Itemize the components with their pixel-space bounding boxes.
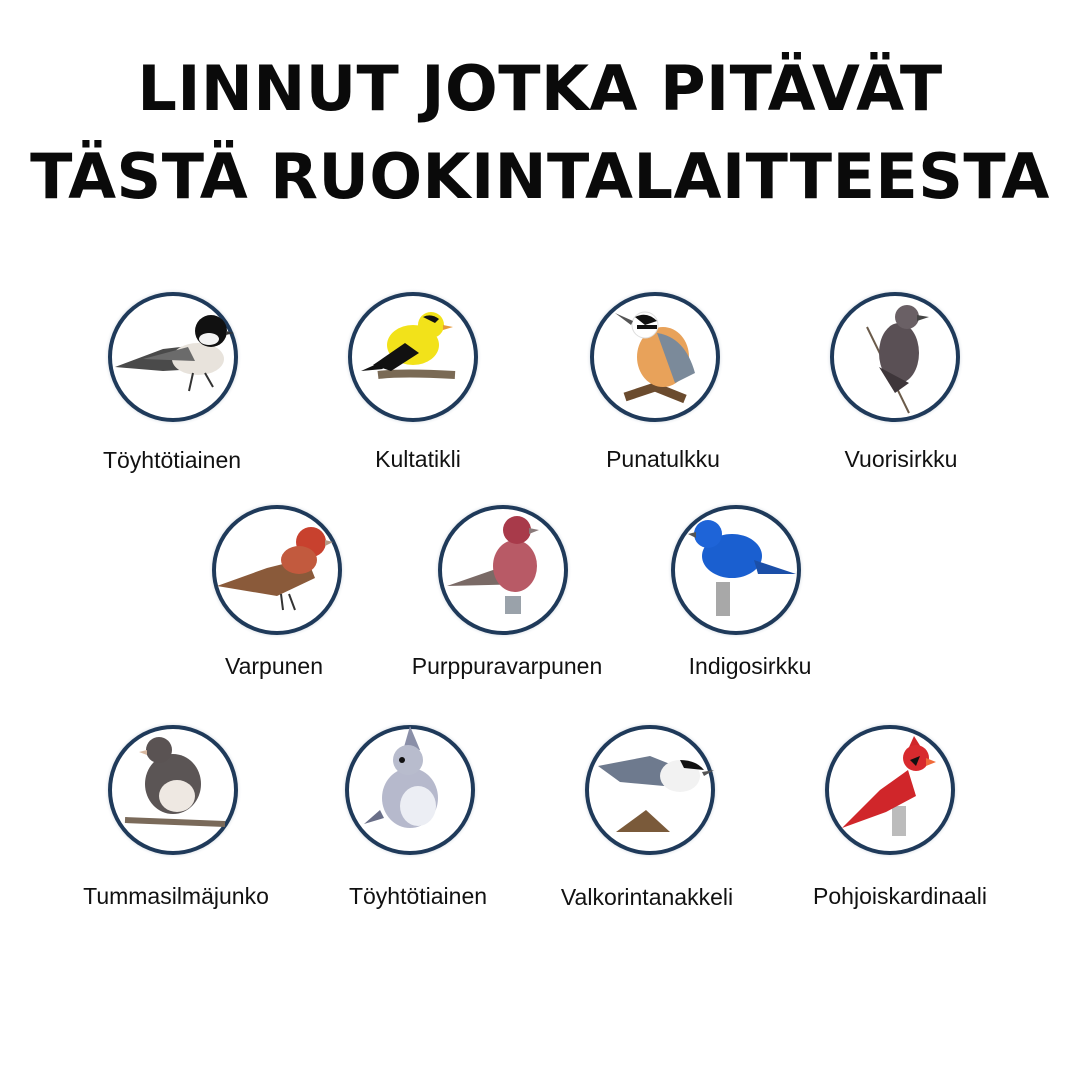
starling-icon (825, 287, 965, 427)
bird-label-1: Töyhtötiainen (102, 447, 242, 473)
bird-label-7: Indigosirkku (688, 653, 812, 679)
red-breasted-nuthatch-icon (585, 287, 725, 427)
dark-eyed-junco-icon (103, 720, 243, 860)
page-title-line-2: TÄSTÄ RUOKINTALAITTEESTA (30, 140, 1050, 213)
white-breasted-nuthatch-icon (580, 720, 720, 860)
american-goldfinch-icon (343, 287, 483, 427)
black-capped-chickadee-icon (103, 287, 243, 427)
bird-label-2: Kultatikli (375, 446, 461, 472)
bird-label-6: Purppuravarpunen (411, 653, 603, 679)
purple-finch-icon (433, 500, 573, 640)
bird-label-10: Valkorintanakkeli (560, 884, 734, 910)
bird-label-5: Varpunen (224, 653, 324, 679)
indigo-bunting-icon (666, 500, 806, 640)
bird-label-11: Pohjoiskardinaali (813, 883, 987, 909)
bird-label-8: Tummasilmäjunko (83, 883, 269, 909)
house-finch-icon (207, 500, 347, 640)
bird-label-9: Töyhtötiainen (348, 883, 488, 909)
bird-label-3: Punatulkku (606, 446, 720, 472)
page-title-line-1: LINNUT JOTKA PITÄVÄT (137, 52, 943, 125)
tufted-titmouse-icon (340, 720, 480, 860)
northern-cardinal-icon (820, 720, 960, 860)
bird-label-4: Vuorisirkku (844, 446, 958, 472)
